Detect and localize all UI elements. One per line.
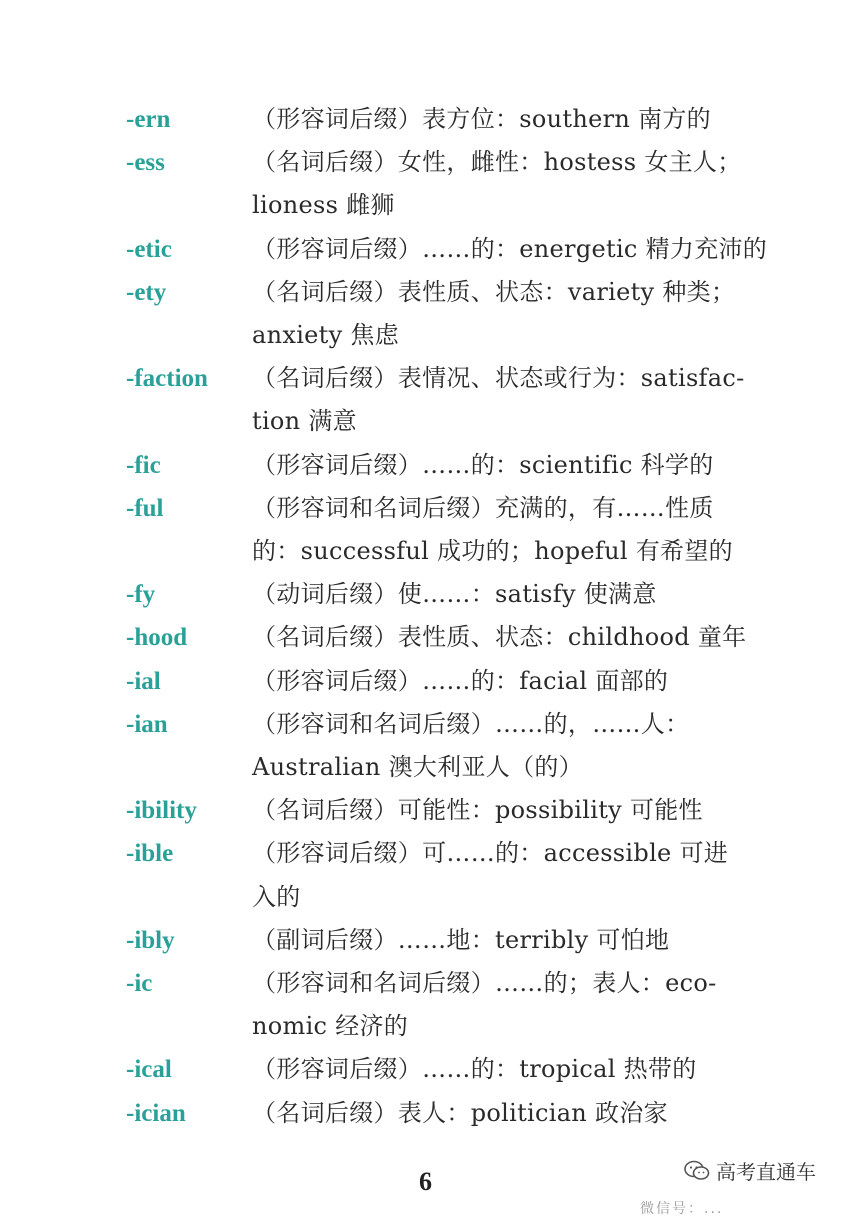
suffix-entry: [0, 616, 851, 659]
suffix-definition: [252, 1092, 726, 1135]
suffix-entry: [0, 357, 851, 443]
suffix-term: -ian: [126, 710, 168, 738]
suffix-definition: [252, 228, 768, 271]
definition-line: （副词后缀）……地：terribly 可怕地: [252, 925, 670, 954]
suffix-term: -ess: [126, 149, 165, 177]
suffix-term: -ician: [126, 1099, 186, 1127]
watermark: [684, 1156, 816, 1185]
suffix-definition: [252, 573, 726, 616]
suffix-entry: [0, 487, 851, 573]
definition-line: （形容词后缀）可……的：accessible 可进: [252, 839, 729, 868]
definition-line: （形容词后缀）……的：scientific 科学的: [252, 450, 714, 479]
suffix-definition: [252, 98, 726, 141]
definition-line: （名词后缀）表人：politician 政治家: [252, 1098, 668, 1127]
definition-line: Australian 澳大利亚人（的）: [252, 753, 583, 782]
suffix-term: -ern: [126, 106, 171, 133]
suffix-term: -ical: [126, 1056, 172, 1084]
suffix-term: -ibly: [126, 926, 175, 954]
suffix-entry: [0, 444, 851, 487]
suffix-definition: [252, 962, 726, 1048]
suffix-entry: [0, 660, 851, 703]
definition-line: （名词后缀）表情况、状态或行为：satisfac-: [252, 364, 745, 393]
suffix-term: -ful: [126, 494, 164, 522]
suffix-entry: [0, 228, 851, 271]
suffix-entry: [0, 98, 851, 141]
suffix-definition: [252, 444, 726, 487]
definition-line: （名词后缀）表性质、状态：variety 种类；: [252, 277, 736, 306]
definition-line: （名词后缀）女性，雌性：hostess 女主人；: [252, 148, 742, 177]
suffix-entry: [0, 1092, 851, 1135]
definition-line: anxiety 焦虑: [252, 321, 400, 350]
suffix-definition: [252, 1048, 726, 1091]
watermark-subtext: 微信号：...: [640, 1201, 724, 1217]
suffix-definition: [252, 616, 747, 659]
suffix-term: -ial: [126, 667, 161, 695]
definition-line: 入的: [252, 882, 301, 911]
suffix-entry: [0, 141, 851, 227]
suffix-entry: [0, 1048, 851, 1091]
definition-line: （名词后缀）可能性：possibility 可能性: [252, 796, 703, 825]
definition-line: tion 满意: [252, 407, 357, 436]
definition-line: （形容词后缀）表方位：southern 南方的: [252, 105, 711, 133]
definition-line: （形容词后缀）……的：tropical 热带的: [252, 1055, 697, 1084]
suffix-term: -fy: [126, 581, 156, 609]
suffix-definition: [252, 703, 726, 789]
suffix-definition: [252, 271, 736, 357]
suffix-entry: [0, 271, 851, 357]
suffix-definition: [252, 141, 742, 227]
suffix-entry: [0, 789, 851, 832]
definition-line: 的：successful 成功的；hopeful 有希望的: [252, 537, 733, 566]
suffix-definition: [252, 357, 745, 443]
suffix-entry: [0, 573, 851, 616]
definition-line: （形容词后缀）……的：energetic 精力充沛的: [252, 234, 768, 263]
suffix-term: -ibility: [126, 797, 197, 825]
suffix-list: [0, 98, 851, 1135]
definition-line: （形容词后缀）……的：facial 面部的: [252, 666, 669, 695]
definition-line: （形容词和名词后缀）……的，……人：: [252, 709, 690, 738]
definition-line: lioness 雌狮: [252, 191, 395, 220]
suffix-term: -ible: [126, 840, 174, 868]
suffix-definition: [252, 789, 726, 832]
definition-line: （形容词和名词后缀）……的；表人：eco-: [252, 969, 717, 998]
suffix-entry: [0, 962, 851, 1048]
suffix-term: -hood: [126, 624, 188, 652]
suffix-entry: [0, 919, 851, 962]
suffix-term: -faction: [126, 365, 208, 393]
suffix-term: -etic: [126, 235, 172, 263]
suffix-entry: [0, 703, 851, 789]
definition-line: （形容词和名词后缀）充满的，有……性质: [252, 493, 714, 522]
suffix-definition: [252, 660, 726, 703]
definition-line: （名词后缀）表性质、状态：childhood 童年: [252, 623, 747, 652]
suffix-definition: [252, 832, 729, 918]
suffix-term: -ic: [126, 970, 153, 998]
definition-line: （动词后缀）使……：satisfy 使满意: [252, 580, 657, 609]
suffix-definition: [252, 919, 726, 962]
suffix-definition: [252, 487, 733, 573]
watermark-text: 高考直通车: [716, 1160, 816, 1184]
suffix-entry: [0, 832, 851, 918]
page-number: 6: [419, 1167, 432, 1196]
definition-line: nomic 经济的: [252, 1012, 409, 1041]
suffix-term: -ety: [126, 278, 167, 306]
suffix-term: -fic: [126, 451, 161, 479]
wechat-icon: [684, 1160, 710, 1182]
